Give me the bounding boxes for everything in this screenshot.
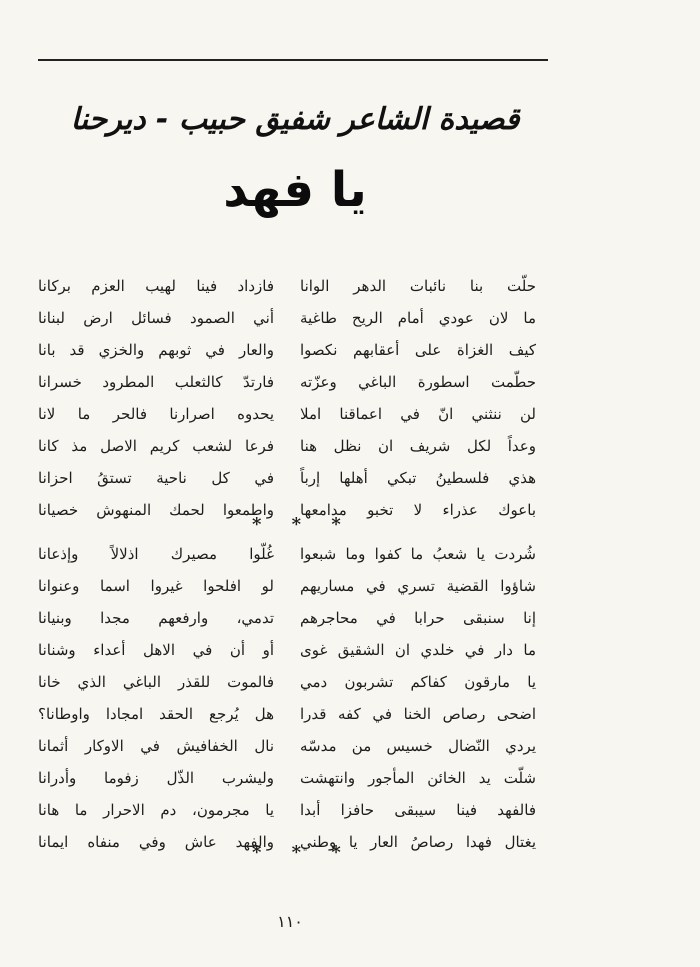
- closing-separator: * * *: [252, 842, 353, 863]
- verse-line: يغتال فهدا رصاصُ العار يا وطني: [300, 833, 536, 851]
- verse-line: وعداً لكل شريف ان نظل هنا: [300, 437, 536, 455]
- page-number: ١١٠: [277, 912, 303, 931]
- verse-line: يردي النّضال خسيس من مدسّه: [300, 737, 536, 755]
- stanza-separator: * * *: [252, 514, 353, 535]
- verse-line: يحدوه اصرارنا فالحر ما لانا: [38, 405, 274, 423]
- verse-line: فالفهد فينا سيبقى حافزا أبدا: [300, 801, 536, 819]
- verse-line: إنا سنبقى حرابا في محاجرهم: [300, 609, 536, 627]
- verse-line: شُردت يا شعبُ ما كفوا وما شبعوا: [300, 545, 536, 563]
- verse-line: كيف الغزاة على أعقابهم نكصوا: [300, 341, 536, 359]
- verse-line: شلّت يد الخائن المأجور وانتهشت: [300, 769, 536, 787]
- verse-line: باعوك عذراء لا تخبو مدامعها: [300, 501, 536, 519]
- poem-title: قصيدة الشاعر شفيق حبيب - ديرحنا: [70, 102, 520, 137]
- verse-line: هل يُرجع الحقد امجادا واوطانا؟: [38, 705, 274, 723]
- verse-line: أو أن في الاهل أعداء وشنانا: [38, 641, 274, 659]
- verse-line: فالموت للقذر الباغي الذي خانا: [38, 673, 274, 691]
- verse-line: اضحى رصاص الخنا في كفه قدرا: [300, 705, 536, 723]
- top-rule: [38, 59, 548, 61]
- verse-line: شاؤوا القضية تسري في مساريهم: [300, 577, 536, 595]
- verse-line: يا مجرمون، دم الاحرار ما هانا: [38, 801, 274, 819]
- stanza2-right-column: [300, 538, 536, 858]
- verse-line: حلّت بنا نائبات الدهر الوانا: [300, 277, 536, 295]
- verse-line: واطمعوا لحمك المنهوش خصيانا: [38, 501, 274, 519]
- stanza1-right-column: [300, 270, 536, 526]
- verse-line: تدمي، وارفعهم مجدا وبنيانا: [38, 609, 274, 627]
- verse-line: ما لان عودي أمام الريح طاغية: [300, 309, 536, 327]
- verse-line: فارتدّ كالثعلب المطرود خسرانا: [38, 373, 274, 391]
- verse-line: لن ننثني انّ في اعماقنا املا: [300, 405, 536, 423]
- stanza1-left-column: [38, 270, 274, 526]
- verse-line: في كل ناحية تستقُ احزانا: [38, 469, 274, 487]
- verse-line: نال الخفافيش في الاوكار أثمانا: [38, 737, 274, 755]
- verse-line: أني الصمود فسائل ارض لبنانا: [38, 309, 274, 327]
- verse-line: غُلّوا مصيرك اذلالاً وإذعانا: [38, 545, 274, 563]
- poem-subtitle: يا فهد: [223, 162, 367, 218]
- verse-line: يا مارقون كفاكم تشربون دمي: [300, 673, 536, 691]
- verse-line: والفهد عاش وفي منفاه ايمانا: [38, 833, 274, 851]
- verse-line: والعار في ثوبهم والخزي قد بانا: [38, 341, 274, 359]
- verse-line: هذي فلسطينُ تبكي أهلها إرباً: [300, 469, 536, 487]
- verse-line: وليشرب الذّل زفوما وأدرانا: [38, 769, 274, 787]
- verse-line: لو افلحوا غيروا اسما وعنوانا: [38, 577, 274, 595]
- stanza2-left-column: [38, 538, 274, 858]
- verse-line: ما دار في خلدي ان الشقيق غوى: [300, 641, 536, 659]
- verse-line: فرعا لشعب كريم الاصل مذ كانا: [38, 437, 274, 455]
- verse-line: فازداد فينا لهيب العزم بركانا: [38, 277, 274, 295]
- verse-line: حطّمت اسطورة الباغي وعزّته: [300, 373, 536, 391]
